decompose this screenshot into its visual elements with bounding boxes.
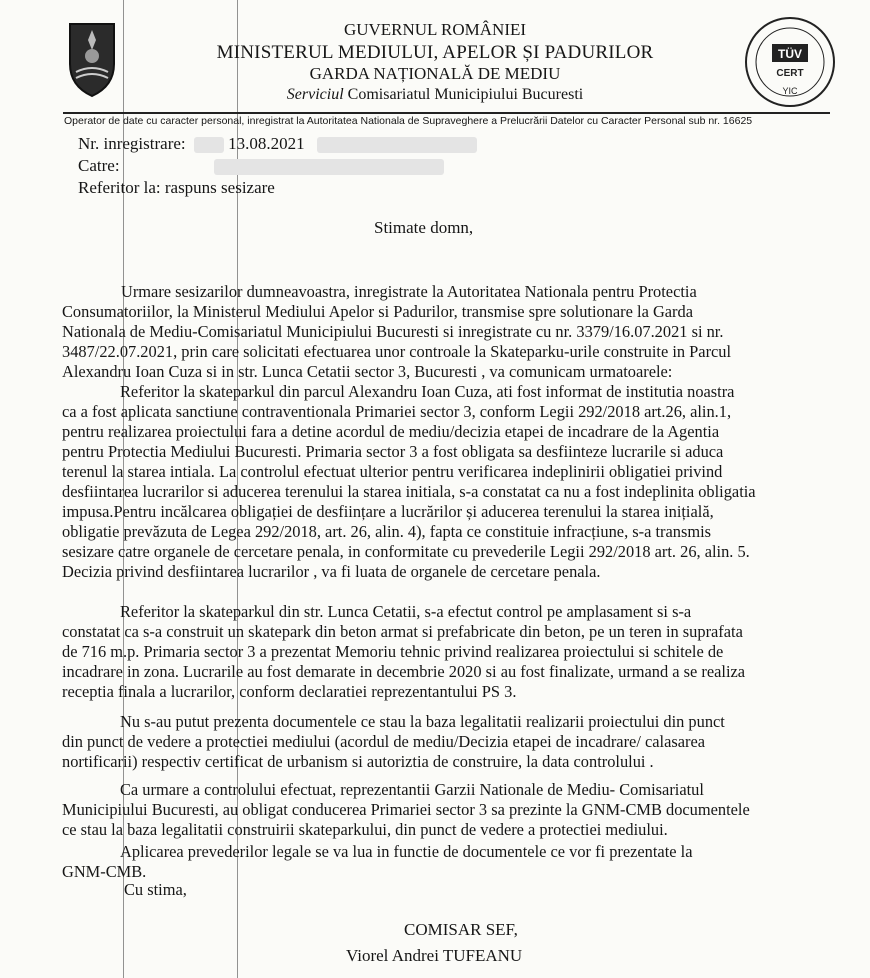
body-line: obligatie prevăzuta de Legea 292/2018, art. 26, alin. 4), fapta ce constituie infracțiune, s-a transmis xyxy=(62,522,712,541)
body-line: desfiintarea lucrarilor si aducerea terenului la starea initiala, s-a constatat ca nu a fost indeplinita obligatia xyxy=(62,482,756,501)
header-service xyxy=(0,86,870,104)
svg-text:CERT: CERT xyxy=(776,68,804,79)
registration-value: 13.08.2021 xyxy=(228,134,305,153)
body-line: de 716 m.p. Primaria sector 3 a prezentat Memoriu tehnic privind realizarea proiectului si schitele de xyxy=(62,642,724,661)
header-government: GUVERNUL ROMÂNIEI xyxy=(343,20,527,39)
body-line: Referitor la skateparkul din str. Lunca Cetatii, s-a efectut control pe amplasament si s-a xyxy=(120,602,692,621)
svg-text:YIC: YIC xyxy=(782,86,798,96)
body-line: Nu s-au putut prezenta documentele ce stau la baza legalitatii realizarii proiectului din punct xyxy=(120,712,725,731)
body-line: pentru realizarea proiectului fara a detine acordul de mediu/decizia etapei de incadrare de la Agentia xyxy=(62,422,720,441)
salutation: Stimate domn, xyxy=(374,218,474,237)
signature-name: Viorel Andrei TUFEANU xyxy=(346,946,523,965)
body-line: 3487/22.07.2021, prin care solicitati efectuarea unor controale la Skateparku-urile construite in Parcul xyxy=(62,342,732,361)
body-line: pentru Protectia Mediului Bucuresti. Primaria sector 3 a fost obligata sa desfiinteze lucrarile si aduca xyxy=(62,442,724,461)
body-line: Aplicarea prevederilor legale se va lua in functie de documentele ce vor fi prezentate la xyxy=(120,842,693,861)
body-line: din punct de vedere a protectiei mediului (acordul de mediu/Decizia etapei de incadrare/ calasarea xyxy=(62,732,706,751)
recipient-label: Catre: xyxy=(78,156,120,175)
body-line: impusa.Pentru incălcarea obligației de desființare a lucrărilor și aducerea terenului la starea inițială, xyxy=(62,502,714,521)
header-service-italic: Serviciul xyxy=(286,86,344,103)
body-line: GNM-CMB. xyxy=(62,862,147,881)
body-line: receptia finala a lucrarilor, conform declaratiei reprezentantului PS 3. xyxy=(62,682,517,701)
body-line: incadrare in zona. Lucrarile au fost demarate in decembrie 2020 si au fost finalizate, urmand a se realiza xyxy=(62,662,746,681)
redacted-block xyxy=(317,137,477,153)
body-line: Decizia privind desfiintarea lucrarilor , va fi luata de organele de cercetare penala. xyxy=(62,562,601,581)
subject-value: raspuns sesizare xyxy=(164,178,275,197)
body-line: Nationala de Mediu-Comisariatul Municipiului Bucuresti si inregistrate cu nr. 3379/16.07.2021 si nr. xyxy=(62,322,724,341)
redacted-block xyxy=(194,137,224,153)
body-line: nortificarii) respectiv certificat de urbanism si autoriztia de construire, la data controlului . xyxy=(62,752,654,771)
subject-label: Referitor la: xyxy=(78,178,161,197)
body-line: Consumatoriilor, la Ministerul Mediului Apelor si Padurilor, transmise spre solutionare la Garda xyxy=(62,302,693,321)
header-service-rest: Comisariatul Municipiului Bucuresti xyxy=(347,86,584,103)
recipient-row xyxy=(78,156,444,176)
signature-title: COMISAR SEF, xyxy=(404,920,518,939)
body-line: Referitor la skateparkul din parcul Alexandru Ioan Cuza, ati fost informat de institutia noastra xyxy=(120,382,735,401)
closing: Cu stima, xyxy=(124,880,187,899)
header-divider xyxy=(63,112,830,114)
registration-number-row xyxy=(78,134,477,154)
body-line: Alexandru Ioan Cuza si in str. Lunca Cetatii sector 3, Bucuresti , va comunicam urmatoarele: xyxy=(62,362,673,381)
body-line: Municipiului Bucuresti, au obligat conducerea Primariei sector 3 sa prezinte la GNM-CMB documentele xyxy=(62,800,750,819)
body-line: ca a fost aplicata sanctiune contraventionala Primariei sector 3, conform Legii 292/2018 art.26, alin.1, xyxy=(62,402,732,421)
redacted-block xyxy=(214,159,444,175)
svg-text:TÜV: TÜV xyxy=(778,47,802,61)
body-line: Urmare sesizarilor dumneavoastra, inregistrate la Autoritatea Nationala pentru Protectia xyxy=(121,282,697,301)
body-line: sesizare catre organele de cercetare penala, in conformitate cu prevederile Legii 292/2018 art. 26, alin. 5. xyxy=(62,542,750,561)
header-ministry: MINISTERUL MEDIULUI, APELOR ȘI PADURILOR xyxy=(216,42,654,63)
subject-row xyxy=(78,178,275,198)
body-line: constatat ca s-a construit un skatepark din beton armat si prefabricate din beton, pe un teren in suprafata xyxy=(62,622,743,641)
body-line: Ca urmare a controlului efectuat, reprezentantii Garzii Nationale de Mediu- Comisariatul xyxy=(120,780,704,799)
body-line: terenul la starea intiala. La controlul efectuat ulterior pentru verificarea indeplinirii obligatiei privind xyxy=(62,462,723,481)
operator-note: Operator de date cu caracter personal, inregistrat la Autoritatea Nationala de Supraveghere a Prelucrării Datelor cu Caracter Personal sub nr. 16625 xyxy=(64,115,753,127)
registration-label: Nr. inregistrare: xyxy=(78,134,186,153)
body-line: ce stau la baza legalitatii construirii skateparkului, din punct de vedere a protectiei mediului. xyxy=(62,820,668,839)
header-garda: GARDA NAȚIONALĂ DE MEDIU xyxy=(309,64,561,83)
